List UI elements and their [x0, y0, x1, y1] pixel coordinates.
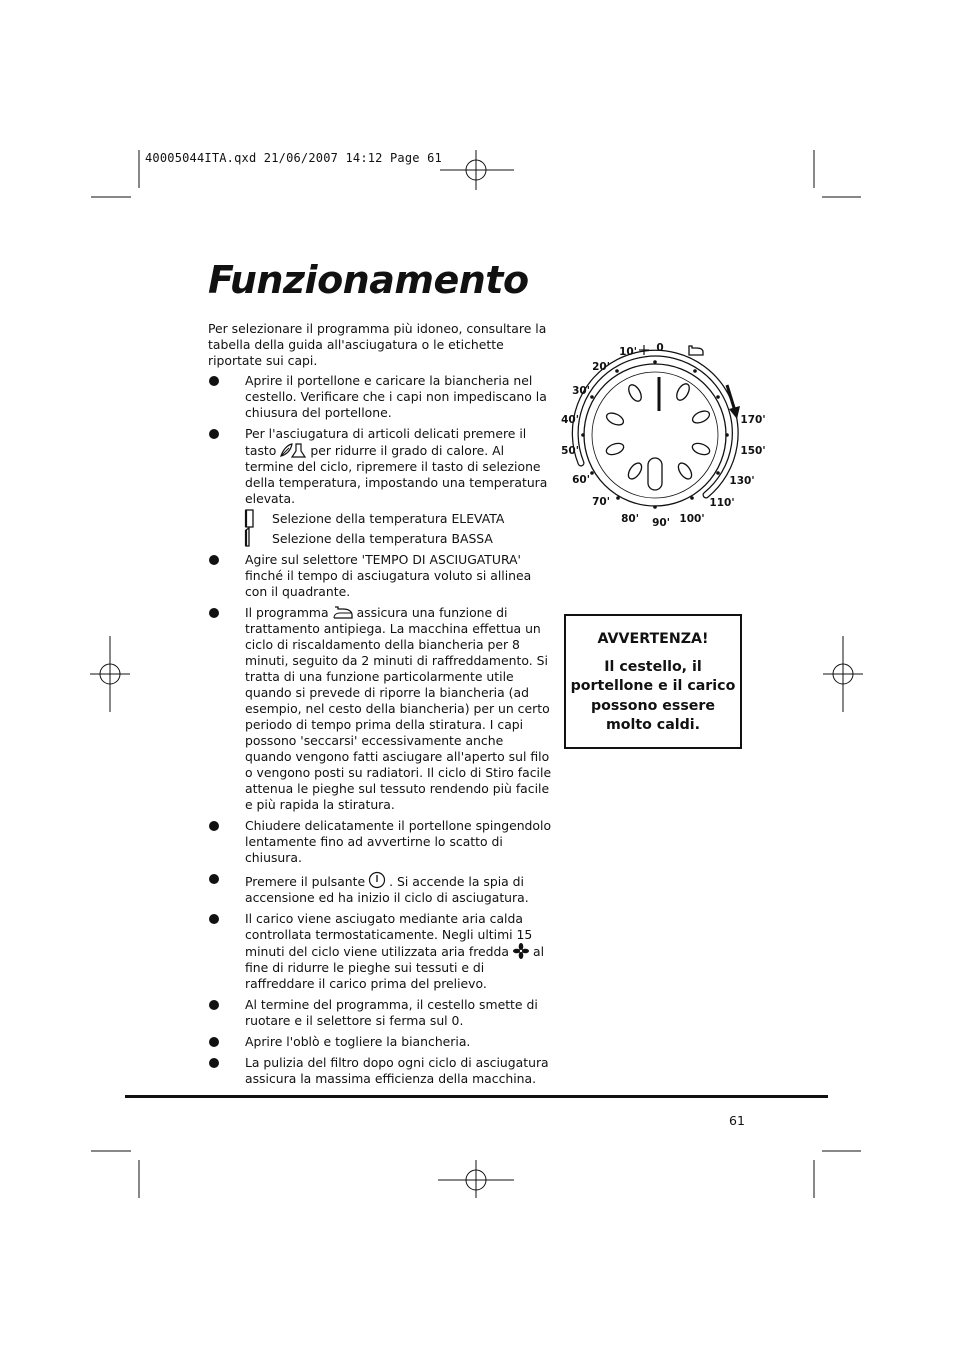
list-item: Il carico viene asciugato mediante aria calda controllata termostaticamente. Negli ultimi 15 minuti del ciclo viene utilizzata aria fredda al fine di ridurre le pieghe sui tessuti e di raffreddare il carico prima del prelievo.: [208, 911, 553, 992]
bullet-dot: [209, 874, 219, 884]
easy-iron-icon: [332, 606, 354, 620]
dial-label: 100': [679, 513, 705, 525]
dial-label: 30': [572, 385, 590, 397]
bullet-dot: [209, 1058, 219, 1068]
instruction-list-cont: [208, 552, 553, 1087]
instruction-list: [208, 373, 553, 507]
list-item: La pulizia del filtro dopo ogni ciclo di asciugatura assicura la massima efficienza della macchina.: [208, 1055, 553, 1087]
intro-paragraph: Per selezionare il programma più idoneo, consultare la tabella della guida all'asciugatura o le etichette riportate sui capi.: [208, 321, 547, 368]
dial-label: 70': [592, 496, 610, 508]
dial-inner-rim: [592, 372, 718, 498]
list-item: Aprire l'oblò e togliere la biancheria.: [208, 1034, 553, 1050]
dial-label: 150': [740, 445, 766, 457]
bullet-dot: [209, 555, 219, 565]
dial-label: 40': [561, 414, 579, 426]
dial-label: 50': [561, 445, 579, 457]
dial-label: 90': [652, 517, 670, 529]
footer-rule: [125, 1095, 828, 1098]
drying-timer-dial: [555, 335, 770, 535]
bullet-dot: [209, 914, 219, 924]
instructions: [208, 321, 553, 1092]
dial-label: 0: [656, 342, 664, 354]
bullet-dot: [209, 429, 219, 439]
high-temp-button-icon: [244, 509, 256, 529]
dial-label: 80': [621, 513, 639, 525]
power-button-icon: [368, 871, 386, 889]
bullet-dot: [209, 821, 219, 831]
bullet-dot: [209, 608, 219, 618]
list-item: Al termine del programma, il cestello smette di ruotare e il selettore si ferma sul 0.: [208, 997, 553, 1029]
page-title: Funzionamento: [208, 258, 529, 302]
file-slug: 40005044ITA.qxd 21/06/2007 14:12 Page 61: [145, 151, 442, 165]
easy-iron-icon: [689, 346, 703, 355]
list-item: Premere il pulsante . Si accende la spia di accensione ed ha inizio il ciclo di asciugatura.: [208, 871, 553, 906]
sub-item-high-temp: Selezione della temperatura ELEVATA: [208, 511, 553, 527]
bullet-dot: [209, 1037, 219, 1047]
list-item: Agire sul selettore 'TEMPO DI ASCIUGATURA' finché il tempo di asciugatura voluto si allinea con il quadrante.: [208, 552, 553, 600]
dial-label: 170': [740, 414, 766, 426]
dial-label: 130': [729, 475, 755, 487]
dial-outer-rim: [584, 364, 726, 506]
delicate-low-heat-icon: [279, 442, 307, 458]
warning-title: AVVERTENZA!: [597, 631, 709, 647]
warning-box: [564, 614, 742, 749]
list-item: Chiudere delicatamente il portellone spingendolo lentamente fino ad avvertirne lo scatto di chiusura.: [208, 818, 553, 866]
low-temp-button-icon: [244, 527, 256, 547]
dial-label: 10': [619, 346, 637, 358]
cool-air-fan-icon: [512, 943, 530, 959]
bullet-dot: [209, 376, 219, 386]
dial-label: 110': [709, 497, 735, 509]
warning-text: Il cestello, il portellone e il carico possono essere molto caldi.: [570, 658, 736, 733]
list-item: Aprire il portellone e caricare la biancheria nel cestello. Verificare che i capi non impediscano la chiusura del portellone.: [208, 373, 553, 421]
sub-item-low-temp: Selezione della temperatura BASSA: [208, 531, 553, 547]
dial-label: 60': [572, 474, 590, 486]
dial-label: 20': [592, 361, 610, 373]
page-number: 61: [729, 1113, 745, 1128]
bullet-dot: [209, 1000, 219, 1010]
list-item: Per l'asciugatura di articoli delicati premere il tasto per ridurre il grado di calore. Al termine del ciclo, ripremere il tasto di selezione della temperatura, impostando una temperatura elevata.: [208, 426, 553, 507]
list-item: Il programma assicura una funzione di trattamento antipiega. La macchina effettua un ciclo di riscaldamento della biancheria per 8 minuti, seguito da 2 minuti di raffreddamento. Si tratta di una funzione particolarmente utile quando si prevede di riporre la biancheria (ad esempio, nel cesto della biancheria) per un certo periodo di tempo prima della stiratura. I capi possono 'seccarsi' eccessivamente anche quando vengono fatti asciugare all'aperto sul filo o vengono posti su radiatori. Il ciclo di Stiro facile attenua le pieghe sul tessuto rendendo più facile e più rapida la stiratura.: [208, 605, 553, 813]
